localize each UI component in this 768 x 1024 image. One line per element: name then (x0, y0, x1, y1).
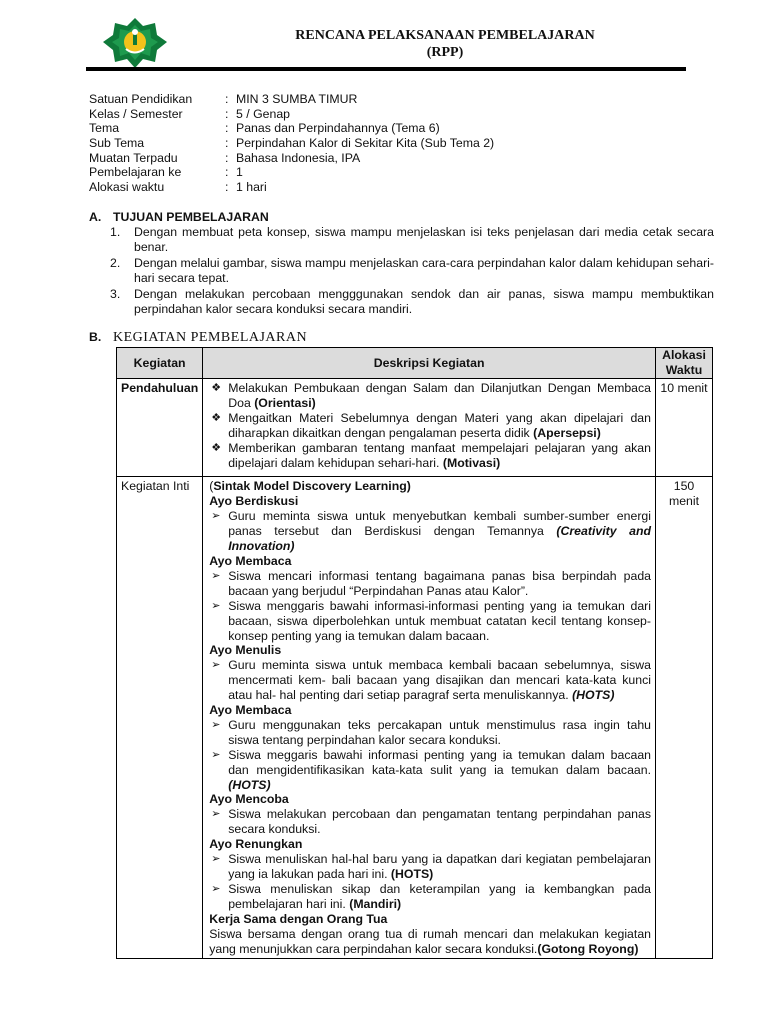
activity-description (203, 477, 656, 959)
info-separator: : (225, 180, 229, 195)
item-tag: (HOTS) (390, 867, 434, 881)
item-tag: (Creativity and Innovation) (228, 524, 651, 554)
info-separator: : (225, 92, 229, 106)
activity-time: 10 menit (656, 379, 713, 477)
arrow-bullet-icon: ➢ (211, 718, 221, 731)
list-item (209, 882, 651, 912)
syntax-open-paren: ( (209, 479, 214, 494)
info-label: Sub Tema (89, 136, 145, 151)
info-separator: : (225, 106, 229, 121)
section-title: TUJUAN PEMBELAJARAN (113, 210, 269, 224)
activity-name: Kegiatan Inti (117, 477, 203, 959)
objectives-list (108, 225, 714, 318)
info-label: Muatan Terpadu (89, 150, 178, 165)
column-header-deskripsi: Deskripsi Kegiatan (203, 348, 656, 379)
item-text: Siswa mencari informasi tentang bagaimana panas bisa berpindah pada bacaan yang berjudul “Perpindahan Panas atau Kalor”. (228, 568, 651, 598)
activity-time: 150 menit (656, 477, 713, 959)
item-text: Siswa melakukan percobaan dan pengamatan tentang perpindahan panas secara konduksi. (228, 807, 651, 837)
diamond-bullet-icon: ❖ (211, 382, 222, 394)
info-value: Perpindahan Kalor di Sekitar Kita (Sub Tema 2) (236, 136, 495, 151)
info-label: Alokasi waktu (89, 180, 165, 195)
objective-text: Dengan membuat peta konsep, siswa mampu menjelaskan isi teks penjelasan dari media cetak secara benar. (134, 225, 714, 254)
list-item (209, 852, 651, 882)
arrow-bullet-icon: ➢ (211, 659, 221, 672)
title-line-1: RENCANA PELAKSANAAN PEMBELAJARAN (295, 28, 595, 43)
info-label: Pembelajaran ke (89, 165, 182, 180)
arrow-bullet-icon: ➢ (211, 808, 221, 821)
subheading: Kerja Sama dengan Orang Tua (209, 911, 388, 926)
activity-description (203, 379, 656, 477)
list-item (209, 441, 651, 475)
arrow-bullet-icon: ➢ (211, 510, 221, 523)
syntax-note (209, 479, 651, 494)
item-text: Guru menggunakan teks percakapan untuk menstimulus rasa ingin tahu siswa tentang perpindahan kalor secara konduksi. (228, 717, 651, 747)
info-value: 5 / Genap (236, 106, 291, 121)
item-tag: (HOTS) (572, 688, 615, 703)
subheading: Ayo Renungkan (209, 837, 303, 852)
section-letter: B. (89, 330, 102, 344)
item-text: Guru meminta siswa untuk membaca kembali bacaan sebelumnya, siswa mencermati kem- bali bacaan yang disajikan dan mencari kata-kata kunci atau hal- hal penting dari setiap paragraf serta menuliskannya. (228, 658, 651, 703)
list-item (209, 411, 651, 441)
arrow-bullet-icon: ➢ (211, 569, 221, 582)
title-line-2: (RPP) (426, 45, 464, 60)
item-text: Siswa menuliskan hal-hal baru yang ia dapatkan dari kegiatan pembelajaran yang ia lakukan pada hari ini. (228, 852, 651, 881)
item-text: Siswa menggaris bawahi informasi-informasi penting yang ia temukan dari bacaan, siswa diperbolehkan untuk membuat catatan kecil tentang konsep-konsep penting yang ia temukan dalam bacaan. (228, 598, 651, 643)
list-item (209, 807, 651, 837)
column-header-kegiatan: Kegiatan (117, 348, 203, 379)
table-row (117, 379, 713, 477)
objective-number: 2. (110, 256, 121, 270)
subheading: Ayo Mencoba (209, 792, 289, 807)
arrow-bullet-icon: ➢ (211, 599, 221, 612)
item-text: Siswa meggaris bawahi informasi penting yang ia temukan dalam bacaan dan mengidentifikasikan kata-kata sulit yang ia temukan dalam bacaan. (228, 747, 651, 777)
info-separator: : (225, 150, 229, 165)
objective-number: 1. (110, 225, 121, 239)
activity-name: Pendahuluan (117, 379, 203, 477)
subheading: Ayo Berdiskusi (209, 494, 299, 509)
subheading: Ayo Menulis (209, 643, 282, 658)
ministry-emblem-icon (100, 16, 170, 70)
item-tag: (Apersepsi) (533, 425, 601, 440)
column-header-alokasi: Alokasi Waktu (656, 348, 713, 379)
item-text: Melakukan Pembukaan dengan Salam dan Dilanjutkan Dengan Membaca Doa (228, 381, 651, 410)
syntax-text: Sintak Model Discovery Learning) (213, 479, 411, 494)
table-header-row (117, 348, 713, 379)
closing-paragraph (209, 927, 651, 957)
arrow-bullet-icon: ➢ (211, 853, 221, 866)
list-item (209, 599, 651, 644)
item-tag: (Orientasi) (254, 395, 316, 410)
item-tag: (Motivasi) (442, 455, 501, 470)
table-row (117, 477, 713, 959)
info-label: Satuan Pendidikan (89, 92, 193, 106)
section-letter: A. (89, 210, 102, 224)
list-item (209, 509, 651, 554)
info-label: Tema (89, 121, 120, 136)
arrow-bullet-icon: ➢ (211, 882, 221, 895)
section-title: KEGIATAN PEMBELAJARAN (113, 330, 308, 345)
info-separator: : (225, 121, 229, 136)
section-b-heading (89, 330, 307, 346)
activities-table (116, 347, 713, 959)
subheading: Ayo Membaca (209, 553, 292, 568)
item-tag: (Mandiri) (349, 896, 402, 911)
objective-text: Dengan melakukan percobaan mengggunakan sendok dan air panas, siswa mampu membuktikan perpindahan kalor secara konduksi secara mandiri. (134, 287, 714, 316)
info-value: 1 (236, 165, 243, 180)
document-title (240, 27, 650, 61)
diamond-bullet-icon: ❖ (211, 441, 222, 454)
arrow-bullet-icon: ➢ (211, 748, 221, 761)
item-text: Guru meminta siswa untuk menyebutkan kembali sumber-sumber energi panas tersebut dan Berdiskusi dengan Temannya (228, 509, 651, 539)
item-tag: (HOTS) (228, 777, 271, 792)
closing-tag: (Gotong Royong) (537, 941, 639, 956)
item-text: Mengaitkan Materi Sebelumnya dengan Materi yang akan dipelajari dan diharapkan dikaitkan dengan pengalaman peserta didik (228, 410, 651, 440)
info-label: Kelas / Semester (89, 106, 183, 121)
objective-item (108, 287, 714, 317)
closing-text: Siswa bersama dengan orang tua di rumah mencari dan melakukan kegiatan yang menunjukkan cara perpindahan kalor secara konduksi. (209, 926, 651, 956)
header-divider (86, 67, 686, 71)
item-text: Memberikan gambaran tentang manfaat mempelajari pelajaran yang akan dipelajari dalam kehidupan sehari-hari. (228, 440, 651, 470)
info-separator: : (225, 136, 229, 151)
info-value: 1 hari (236, 180, 267, 195)
info-value: MIN 3 SUMBA TIMUR (236, 92, 358, 106)
objective-item (108, 225, 714, 255)
diamond-bullet-icon: ❖ (211, 411, 222, 424)
info-value: Bahasa Indonesia, IPA (236, 150, 361, 165)
objective-text: Dengan melalui gambar, siswa mampu menjelaskan cara-cara perpindahan kalor dalam kehidupan sehari-hari secara tepat. (134, 256, 714, 285)
list-item (209, 718, 651, 748)
list-item (209, 381, 651, 411)
subheading: Ayo Membaca (209, 703, 292, 718)
item-text: Siswa menuliskan sikap dan keterampilan yang ia kembangkan pada pembelajaran hari ini. (228, 881, 651, 911)
list-item (209, 569, 651, 599)
list-item (209, 748, 651, 793)
section-a-heading (89, 210, 269, 224)
list-item (209, 658, 651, 703)
objective-item (108, 256, 714, 286)
info-separator: : (225, 165, 229, 180)
info-value: Panas dan Perpindahannya (Tema 6) (236, 121, 440, 136)
objective-number: 3. (110, 287, 121, 301)
